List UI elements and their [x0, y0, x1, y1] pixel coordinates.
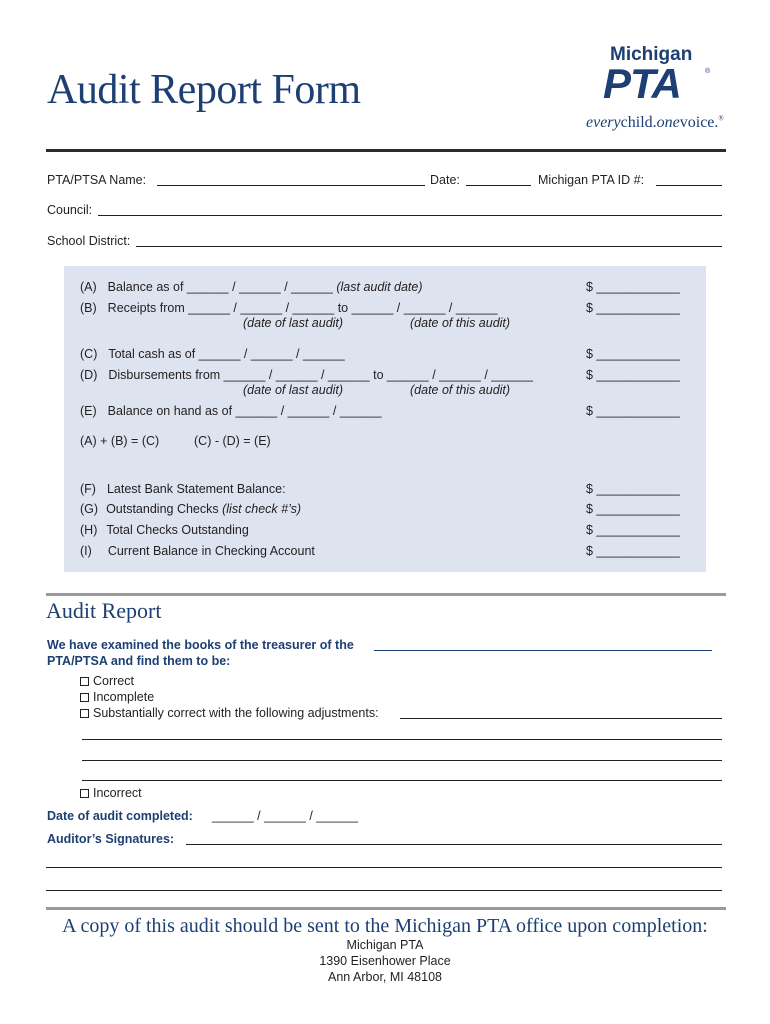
- signature-line-1[interactable]: [186, 844, 722, 845]
- row-a: [80, 280, 423, 294]
- option-substantially-correct-label: Substantially correct with the following adjustments:: [93, 706, 379, 720]
- school-district-field[interactable]: [136, 246, 722, 247]
- pta-name-label: PTA/PTSA Name:: [47, 173, 147, 187]
- option-substantially-correct[interactable]: [80, 706, 379, 720]
- row-c-text[interactable]: Total cash as of ______ / ______ / ______: [108, 347, 345, 361]
- council-field[interactable]: [98, 215, 722, 216]
- signature-line-2[interactable]: [46, 867, 722, 868]
- audit-report-heading: Audit Report: [46, 598, 162, 623]
- school-district-label: School District:: [47, 234, 131, 248]
- row-e-text[interactable]: Balance on hand as of ______ / ______ / ______: [107, 404, 382, 418]
- row-a-code: (A): [80, 280, 97, 294]
- page-title: Audit Report Form: [47, 67, 361, 113]
- logo-registered-mark: ®: [705, 68, 711, 75]
- pta-name-field[interactable]: [157, 185, 425, 186]
- option-incorrect-label: Incorrect: [93, 786, 142, 800]
- formula-ac: (A) + (B) = (C): [80, 434, 160, 448]
- row-b-sub-this: (date of this audit): [410, 316, 511, 330]
- council-label: Council:: [47, 203, 93, 217]
- row-c-code: (C): [80, 347, 98, 361]
- row-b-amount[interactable]: $ ____________: [586, 301, 680, 315]
- pta-logo: PTA: [603, 60, 681, 107]
- option-incorrect[interactable]: [80, 786, 142, 800]
- mailing-notice: A copy of this audit should be sent to the Michigan PTA office upon completion:: [62, 915, 708, 937]
- pta-id-label: Michigan PTA ID #:: [538, 173, 645, 187]
- section-rule: [46, 593, 726, 596]
- tagline-every: every: [586, 114, 621, 131]
- header-rule: [46, 149, 726, 152]
- tagline-one: one: [656, 114, 680, 131]
- row-d-code: (D): [80, 368, 98, 382]
- row-g: [80, 502, 301, 516]
- row-g-note: (list check #’s): [222, 502, 302, 516]
- row-d: [80, 368, 533, 382]
- row-i-amount[interactable]: $ ____________: [586, 544, 680, 558]
- row-d-amount[interactable]: $ ____________: [586, 368, 680, 382]
- pta-id-field[interactable]: [656, 185, 722, 186]
- row-g-code: (G): [80, 502, 99, 516]
- audit-intro-line2: PTA/PTSA and find them to be:: [47, 654, 231, 668]
- row-b-text[interactable]: Receipts from ______ / ______ / ______ to ______ / ______ / ______: [107, 301, 498, 315]
- date-label: Date:: [430, 173, 460, 187]
- tagline-child: child.: [620, 114, 657, 131]
- audit-date-field[interactable]: ______ / ______ / ______: [212, 809, 358, 823]
- row-b-code: (B): [80, 301, 97, 315]
- row-d-sub-this: (date of this audit): [410, 383, 511, 397]
- row-f-text: Latest Bank Statement Balance:: [106, 482, 286, 496]
- signature-line-3[interactable]: [46, 890, 722, 891]
- row-e-code: (E): [80, 404, 97, 418]
- row-a-note: (last audit date): [336, 280, 423, 294]
- option-incomplete[interactable]: [80, 690, 154, 704]
- audit-date-label: Date of audit completed:: [47, 809, 193, 823]
- logo-tagline: [586, 114, 724, 132]
- checkbox-substantially-correct[interactable]: [80, 709, 89, 718]
- adjustments-line-3[interactable]: [82, 760, 722, 761]
- row-i-code: (I): [80, 544, 92, 558]
- row-c: [80, 347, 345, 361]
- row-i: [80, 544, 315, 558]
- address-street: 1390 Eisenhower Place: [319, 954, 451, 968]
- row-f-amount[interactable]: $ ____________: [586, 482, 680, 496]
- row-h-code: (H): [80, 523, 98, 537]
- row-a-amount[interactable]: $ ____________: [586, 280, 680, 294]
- treasurer-field[interactable]: [374, 650, 712, 651]
- tagline-voice: voice.: [679, 114, 719, 131]
- logo-state-name: Michigan: [610, 44, 693, 65]
- tagline-registered-mark: ®: [718, 114, 724, 123]
- row-e-amount[interactable]: $ ____________: [586, 404, 680, 418]
- row-f-code: (F): [80, 482, 96, 496]
- formula-ce: (C) - (D) = (E): [194, 434, 271, 448]
- checkbox-incorrect[interactable]: [80, 789, 89, 798]
- audit-intro-line1: We have examined the books of the treasurer of the: [47, 638, 354, 652]
- row-h-amount[interactable]: $ ____________: [586, 523, 680, 537]
- checkbox-incomplete[interactable]: [80, 693, 89, 702]
- row-a-text[interactable]: Balance as of ______ / ______ / ______: [107, 280, 333, 294]
- option-correct[interactable]: [80, 674, 134, 688]
- signatures-label: Auditor’s Signatures:: [47, 832, 175, 846]
- row-g-text: Outstanding Checks: [106, 502, 219, 516]
- row-d-sub-last: (date of last audit): [243, 383, 344, 397]
- adjustments-line-2[interactable]: [82, 739, 722, 740]
- address-city: Ann Arbor, MI 48108: [328, 970, 442, 984]
- row-b: [80, 301, 498, 315]
- checkbox-correct[interactable]: [80, 677, 89, 686]
- row-i-text: Current Balance in Checking Account: [107, 544, 315, 558]
- row-h-text: Total Checks Outstanding: [106, 523, 249, 537]
- row-d-text[interactable]: Disbursements from ______ / ______ / ______ to ______ / ______ / ______: [108, 368, 533, 382]
- option-correct-label: Correct: [93, 674, 134, 688]
- row-g-amount[interactable]: $ ____________: [586, 502, 680, 516]
- row-h: [80, 523, 249, 537]
- date-field[interactable]: [466, 185, 531, 186]
- option-incomplete-label: Incomplete: [93, 690, 155, 704]
- address-org: Michigan PTA: [346, 938, 424, 952]
- adjustments-line-4[interactable]: [82, 780, 722, 781]
- row-b-sub-last: (date of last audit): [243, 316, 344, 330]
- adjustments-line-1[interactable]: [400, 718, 722, 719]
- footer-rule: [46, 907, 726, 910]
- row-c-amount[interactable]: $ ____________: [586, 347, 680, 361]
- row-e: [80, 404, 382, 418]
- row-f: [80, 482, 286, 496]
